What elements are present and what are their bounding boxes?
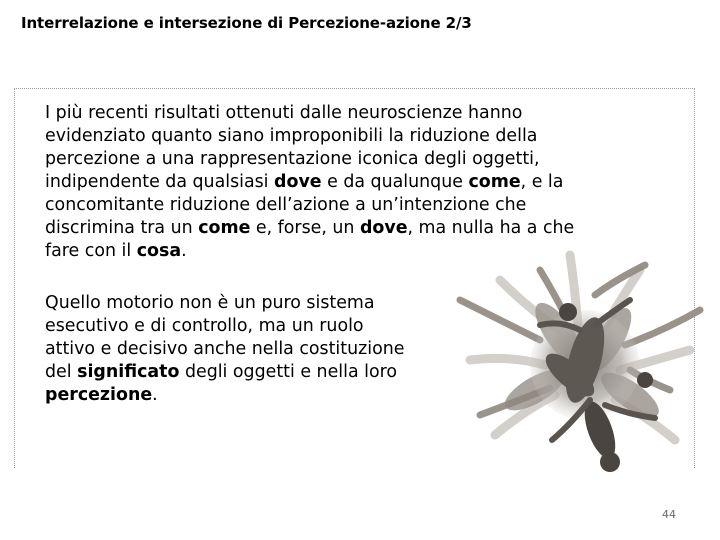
text-run: del	[45, 362, 78, 382]
text-run: .	[181, 241, 187, 261]
bold-term-come: come	[468, 172, 521, 192]
slide-title: Interrelazione e intersezione di Percezione-azione 2/3	[21, 14, 472, 32]
paragraph-neuroscience	[45, 102, 685, 263]
text-run: , ma nulla ha a che	[407, 218, 575, 238]
text-run: e, forse, un	[250, 218, 360, 238]
text-run: e da qualunque	[321, 172, 469, 192]
bold-term-dove: dove	[359, 218, 408, 238]
tumbling-figures-illustration	[440, 240, 710, 480]
bold-term-dove: dove	[274, 172, 322, 192]
text-run: indipendente da qualsiasi	[45, 172, 275, 192]
text-line	[45, 171, 685, 194]
text-line: concomitante riduzione dell’azione a un’intenzione che	[45, 195, 527, 215]
text-line: evidenziato quanto siano improponibili la riduzione della	[45, 126, 538, 146]
text-line: Quello motorio non è un puro sistema	[45, 293, 375, 313]
bold-term-come: come	[198, 218, 251, 238]
text-line: esecutivo e di controllo, ma un ruolo	[45, 316, 364, 336]
bold-term-percezione: percezione	[45, 385, 153, 405]
text-line: attivo e decisivo anche nella costituzione	[45, 339, 405, 359]
text-run: , e la	[520, 172, 564, 192]
text-line	[45, 361, 465, 384]
page-number: 44	[662, 508, 676, 521]
text-run: .	[152, 385, 158, 405]
text-run: degli oggetti e nella loro	[179, 362, 398, 382]
text-line	[45, 384, 465, 407]
text-line	[45, 217, 685, 240]
text-run: discrimina tra un	[45, 218, 199, 238]
bold-term-cosa: cosa	[136, 241, 182, 261]
tumbling-figures-icon	[440, 240, 710, 480]
paragraph-motor-system	[45, 292, 465, 407]
text-run: fare con il	[45, 241, 137, 261]
text-line: I più recenti risultati ottenuti dalle neuroscienze hanno	[45, 103, 523, 123]
bold-term-significato: significato	[77, 362, 180, 382]
text-line: percezione a una rappresentazione iconica degli oggetti,	[45, 149, 540, 169]
